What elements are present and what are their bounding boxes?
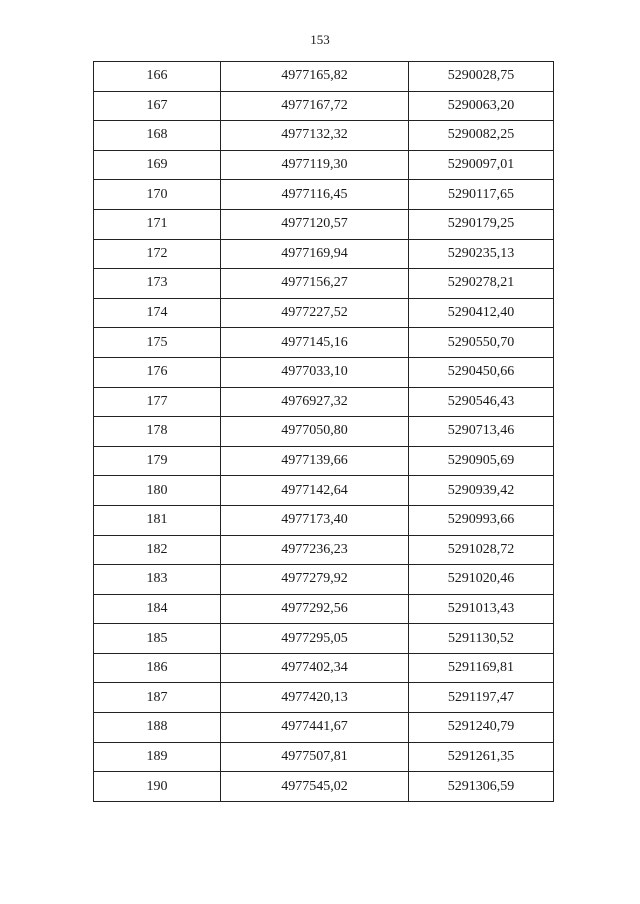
page-number: 153 xyxy=(310,32,330,47)
point-number-cell: 174 xyxy=(94,298,221,328)
point-number-cell: 179 xyxy=(94,446,221,476)
table-row xyxy=(94,298,554,328)
x-coordinate-cell: 4977279,92 xyxy=(221,565,409,595)
point-number-cell: 181 xyxy=(94,505,221,535)
x-coordinate-cell: 4977545,02 xyxy=(221,772,409,802)
table-row xyxy=(94,683,554,713)
coordinates-table xyxy=(93,61,554,802)
x-coordinate-cell: 4977033,10 xyxy=(221,357,409,387)
table-row xyxy=(94,180,554,210)
x-coordinate-cell: 4977173,40 xyxy=(221,505,409,535)
table-row xyxy=(94,476,554,506)
x-coordinate-cell: 4977156,27 xyxy=(221,269,409,299)
y-coordinate-cell: 5291240,79 xyxy=(409,713,554,743)
table-row xyxy=(94,535,554,565)
y-coordinate-cell: 5291130,52 xyxy=(409,624,554,654)
point-number-cell: 180 xyxy=(94,476,221,506)
table-row xyxy=(94,505,554,535)
point-number-cell: 188 xyxy=(94,713,221,743)
x-coordinate-cell: 4977169,94 xyxy=(221,239,409,269)
y-coordinate-cell: 5290939,42 xyxy=(409,476,554,506)
y-coordinate-cell: 5291013,43 xyxy=(409,594,554,624)
table-row xyxy=(94,446,554,476)
x-coordinate-cell: 4977139,66 xyxy=(221,446,409,476)
x-coordinate-cell: 4977227,52 xyxy=(221,298,409,328)
y-coordinate-cell: 5290278,21 xyxy=(409,269,554,299)
y-coordinate-cell: 5290550,70 xyxy=(409,328,554,358)
point-number-cell: 168 xyxy=(94,121,221,151)
table-row xyxy=(94,772,554,802)
point-number-cell: 178 xyxy=(94,417,221,447)
point-number-cell: 175 xyxy=(94,328,221,358)
x-coordinate-cell: 4977292,56 xyxy=(221,594,409,624)
y-coordinate-cell: 5290097,01 xyxy=(409,150,554,180)
x-coordinate-cell: 4977145,16 xyxy=(221,328,409,358)
x-coordinate-cell: 4977165,82 xyxy=(221,62,409,92)
table-row xyxy=(94,328,554,358)
table-row xyxy=(94,624,554,654)
table-row xyxy=(94,357,554,387)
y-coordinate-cell: 5291020,46 xyxy=(409,565,554,595)
y-coordinate-cell: 5290117,65 xyxy=(409,180,554,210)
point-number-cell: 190 xyxy=(94,772,221,802)
table-row xyxy=(94,62,554,92)
table-row xyxy=(94,742,554,772)
y-coordinate-cell: 5291197,47 xyxy=(409,683,554,713)
point-number-cell: 185 xyxy=(94,624,221,654)
point-number-cell: 170 xyxy=(94,180,221,210)
y-coordinate-cell: 5290063,20 xyxy=(409,91,554,121)
table-row xyxy=(94,565,554,595)
table-row xyxy=(94,269,554,299)
point-number-cell: 173 xyxy=(94,269,221,299)
x-coordinate-cell: 4977420,13 xyxy=(221,683,409,713)
point-number-cell: 177 xyxy=(94,387,221,417)
x-coordinate-cell: 4977236,23 xyxy=(221,535,409,565)
point-number-cell: 189 xyxy=(94,742,221,772)
table-row xyxy=(94,387,554,417)
table-row xyxy=(94,713,554,743)
coordinates-table-body xyxy=(94,62,554,802)
table-row xyxy=(94,209,554,239)
table-row xyxy=(94,417,554,447)
x-coordinate-cell: 4977119,30 xyxy=(221,150,409,180)
x-coordinate-cell: 4977132,32 xyxy=(221,121,409,151)
y-coordinate-cell: 5290713,46 xyxy=(409,417,554,447)
point-number-cell: 172 xyxy=(94,239,221,269)
point-number-cell: 167 xyxy=(94,91,221,121)
y-coordinate-cell: 5290179,25 xyxy=(409,209,554,239)
point-number-cell: 183 xyxy=(94,565,221,595)
point-number-cell: 186 xyxy=(94,653,221,683)
x-coordinate-cell: 4977142,64 xyxy=(221,476,409,506)
y-coordinate-cell: 5290082,25 xyxy=(409,121,554,151)
x-coordinate-cell: 4976927,32 xyxy=(221,387,409,417)
table-row xyxy=(94,653,554,683)
y-coordinate-cell: 5290235,13 xyxy=(409,239,554,269)
table-row xyxy=(94,150,554,180)
x-coordinate-cell: 4977507,81 xyxy=(221,742,409,772)
x-coordinate-cell: 4977295,05 xyxy=(221,624,409,654)
y-coordinate-cell: 5290412,40 xyxy=(409,298,554,328)
table-row xyxy=(94,594,554,624)
y-coordinate-cell: 5290993,66 xyxy=(409,505,554,535)
x-coordinate-cell: 4977116,45 xyxy=(221,180,409,210)
point-number-cell: 166 xyxy=(94,62,221,92)
y-coordinate-cell: 5291261,35 xyxy=(409,742,554,772)
point-number-cell: 187 xyxy=(94,683,221,713)
x-coordinate-cell: 4977441,67 xyxy=(221,713,409,743)
y-coordinate-cell: 5290450,66 xyxy=(409,357,554,387)
table-row xyxy=(94,121,554,151)
point-number-cell: 184 xyxy=(94,594,221,624)
y-coordinate-cell: 5290905,69 xyxy=(409,446,554,476)
x-coordinate-cell: 4977402,34 xyxy=(221,653,409,683)
point-number-cell: 171 xyxy=(94,209,221,239)
y-coordinate-cell: 5290028,75 xyxy=(409,62,554,92)
x-coordinate-cell: 4977050,80 xyxy=(221,417,409,447)
table-row xyxy=(94,239,554,269)
y-coordinate-cell: 5291306,59 xyxy=(409,772,554,802)
y-coordinate-cell: 5290546,43 xyxy=(409,387,554,417)
point-number-cell: 182 xyxy=(94,535,221,565)
table-row xyxy=(94,91,554,121)
y-coordinate-cell: 5291028,72 xyxy=(409,535,554,565)
point-number-cell: 169 xyxy=(94,150,221,180)
x-coordinate-cell: 4977167,72 xyxy=(221,91,409,121)
y-coordinate-cell: 5291169,81 xyxy=(409,653,554,683)
point-number-cell: 176 xyxy=(94,357,221,387)
x-coordinate-cell: 4977120,57 xyxy=(221,209,409,239)
